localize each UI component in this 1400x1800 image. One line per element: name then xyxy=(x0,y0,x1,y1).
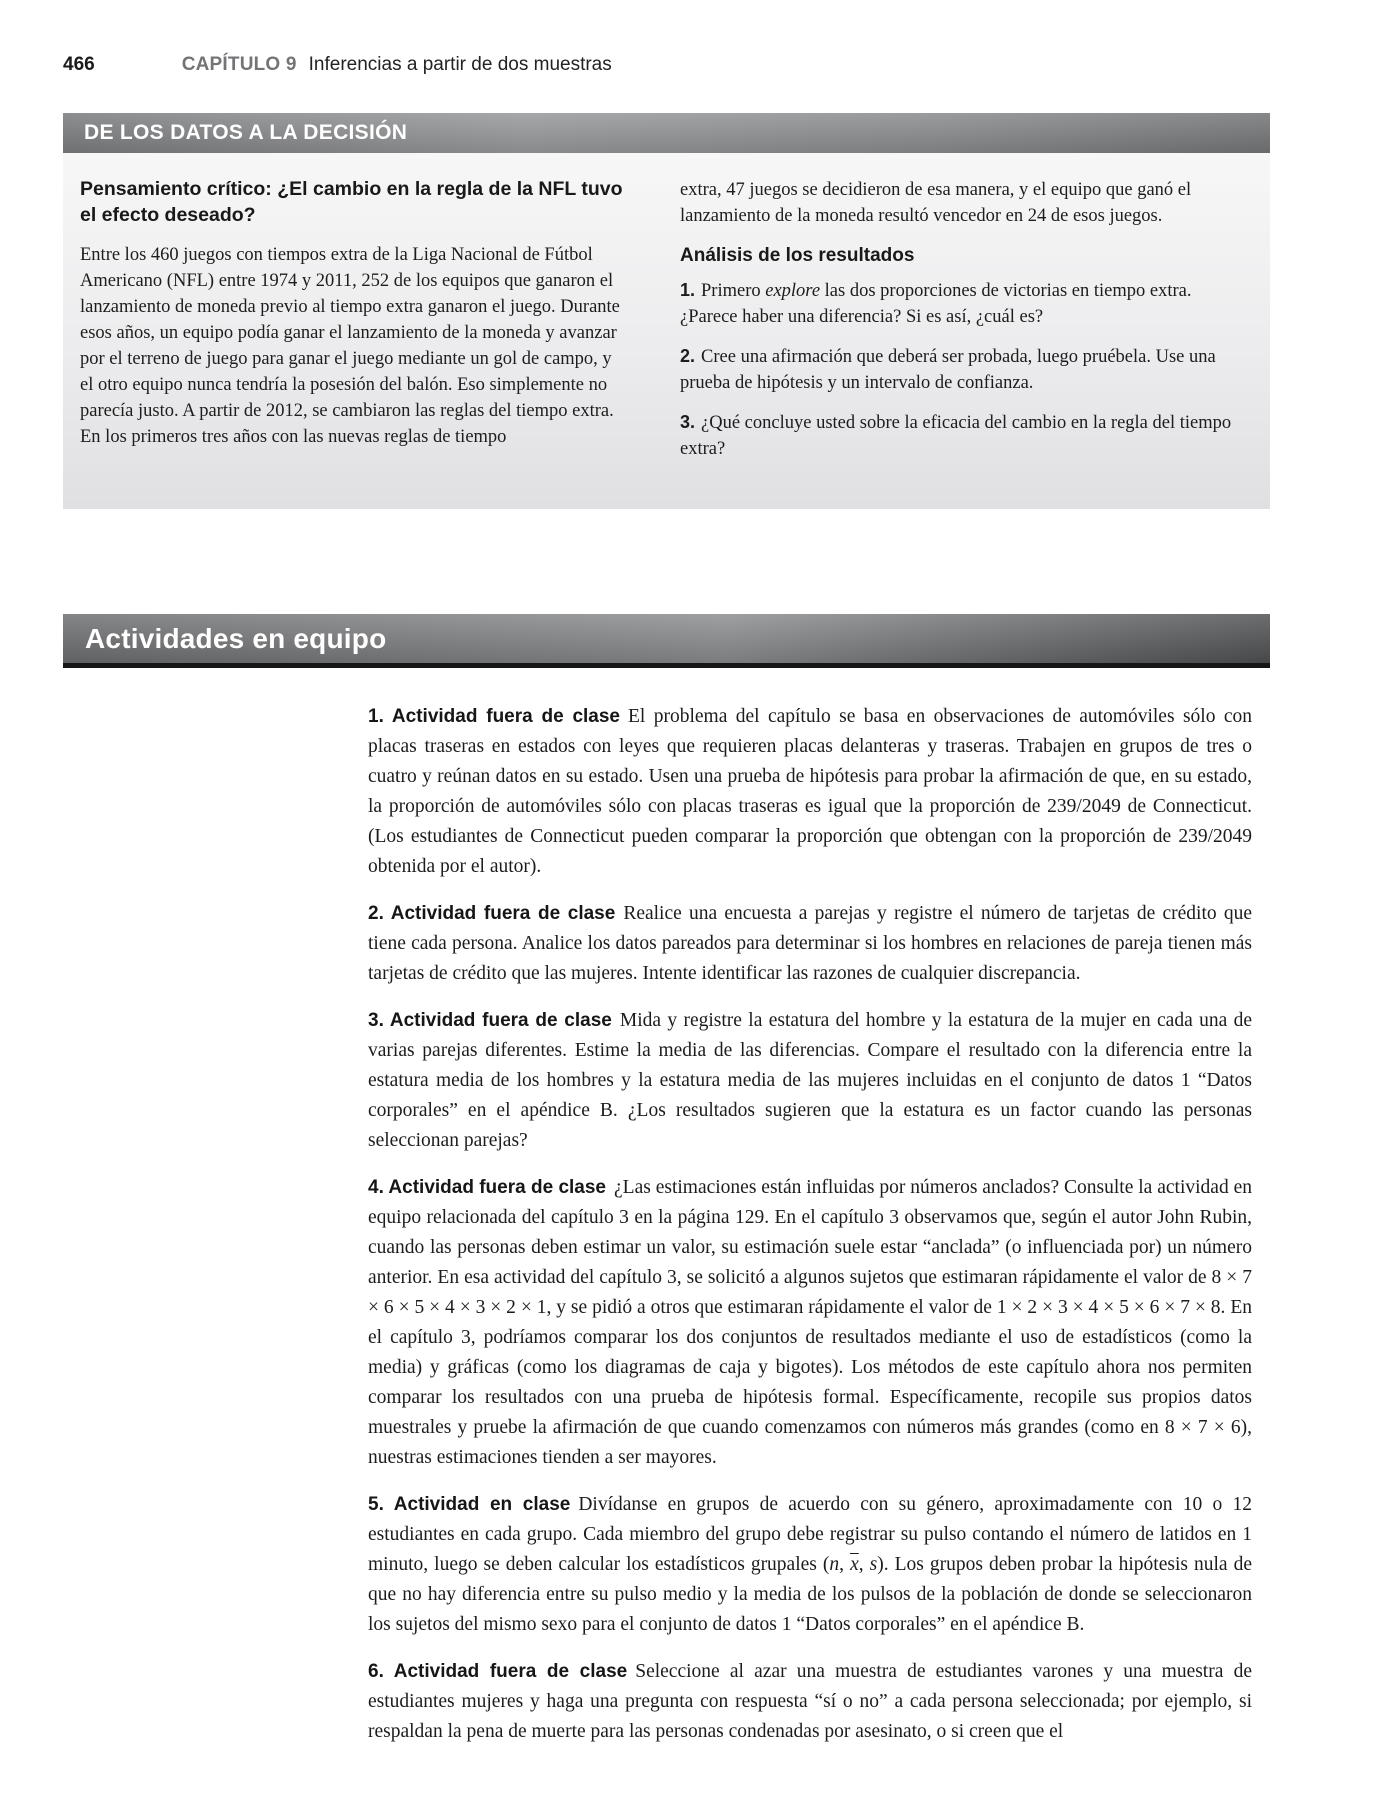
decision-left-column xyxy=(80,177,625,475)
item-number: 1. xyxy=(680,280,696,300)
page-header xyxy=(63,54,1320,76)
activities-list xyxy=(368,702,1252,1747)
activity-label: 6. Actividad fuera de clase xyxy=(368,1661,628,1682)
item-text: ¿Qué concluye usted sobre la eficacia del cambio en la regla del tiempo extra? xyxy=(680,413,1232,459)
page-number: 466 xyxy=(63,54,95,75)
activity-label: 2. Actividad fuera de clase xyxy=(368,903,616,924)
analysis-item-3 xyxy=(680,409,1240,462)
activity-1 xyxy=(368,702,1252,882)
activity-label: 1. Actividad fuera de clase xyxy=(368,706,620,727)
decision-left-paragraph: Entre los 460 juegos con tiempos extra de la Liga Nacional de Fútbol Americano (NFL) entre 1974 y 2011, 252 de los equipos que ganaron el lanzamiento de moneda previo al tiempo extra ganaron el juego. Durante esos años, un equipo podía ganar el lanzamiento de la moneda y avanzar por el terreno de juego para ganar el juego mediante un gol de campo, y el otro equipo nunca tendría la posesión del balón. Eso simplemente no parecía justo. A partir de 2012, se cambiaron las reglas del tiempo extra. En los primeros tres años con las nuevas reglas de tiempo xyxy=(80,245,620,448)
activity-text: Divídanse en grupos de acuerdo con su género, aproximadamente con 10 o 12 estudiantes en cada grupo. Cada miembro del grupo debe registrar su pulso contando el número de latidos en 1 minuto, luego se deben calcular los estadísticos grupales (n, $\overline{x}$, s). Los grupos deben probar la hipótesis nula de que no hay diferencia entre su pulso medio y la media de los pulsos de la población de donde se seleccionaron los sujetos del mismo sexo para el conjunto de datos 1 “Datos corporales” en el apéndice B. xyxy=(368,1494,1253,1635)
activity-3 xyxy=(368,1006,1252,1156)
decision-box xyxy=(63,153,1270,509)
activity-6 xyxy=(368,1657,1252,1747)
activities-banner: Actividades en equipo xyxy=(63,614,1270,668)
activity-text: Mida y registre la estatura del hombre y la estatura de la mujer en cada una de varias parejas diferentes. Estime la media de las diferencias. Compare el resultado con la diferencia entre la estatura media de los hombres y la estatura media de las mujeres incluidas en el conjunto de datos 1 “Datos corporales” en el apéndice B. ¿Los resultados sugieren que la estatura es un factor cuando las personas seleccionan parejas? xyxy=(368,1010,1252,1151)
decision-right-paragraph: extra, 47 juegos se decidieron de esa manera, y el equipo que ganó el lanzamiento de la moneda resultó vencedor en 24 de esos juegos. xyxy=(680,180,1192,226)
activity-5 xyxy=(368,1490,1252,1640)
activity-4 xyxy=(368,1173,1252,1473)
item-text: Primero explore las dos proporciones de victorias en tiempo extra. ¿Parece haber una diferencia? Si es así, ¿cuál es? xyxy=(680,281,1192,327)
decision-banner: DE LOS DATOS A LA DECISIÓN xyxy=(63,113,1270,153)
team-activities-section xyxy=(63,614,1270,1764)
item-number: 3. xyxy=(680,412,696,432)
activity-label: 3. Actividad fuera de clase xyxy=(368,1010,612,1031)
activity-text: Realice una encuesta a parejas y registre el número de tarjetas de crédito que tiene cada persona. Analice los datos pareados para determinar si los hombres en relaciones de pareja tienen más tarjetas de crédito que las mujeres. Intente identificar las razones de cualquier discrepancia. xyxy=(368,903,1252,984)
activity-text: El problema del capítulo se basa en observaciones de automóviles sólo con placas traseras en estados con leyes que requieren placas delanteras y traseras. Trabajen en grupos de tres o cuatro y reúnan datos en su estado. Usen una prueba de hipótesis para probar la afirmación de que, en su estado, la proporción de automóviles sólo con placas traseras es igual que la proporción de 239/2049 de Connecticut. (Los estudiantes de Connecticut pueden comparar la proporción que obtengan con la proporción de 239/2049 obtenida por el autor). xyxy=(368,706,1252,877)
activity-2 xyxy=(368,899,1252,989)
analysis-heading: Análisis de los resultados xyxy=(680,245,915,266)
activity-text: Seleccione al azar una muestra de estudiantes varones y una muestra de estudiantes mujeres y haga una pregunta con respuesta “sí o no” a cada persona seleccionada; por ejemplo, si respaldan la pena de muerte para las personas condenadas por asesinato, o si creen que el xyxy=(368,1661,1252,1742)
data-to-decision-section xyxy=(63,113,1270,509)
analysis-item-1 xyxy=(680,277,1240,330)
activity-text: ¿Las estimaciones están influidas por números anclados? Consulte la actividad en equipo relacionada del capítulo 3 en la página 129. En el capítulo 3 observamos que, según el autor John Rubin, cuando las personas deben estimar un valor, su estimación suele estar “anclada” (o influenciada por) un número anterior. En esa actividad del capítulo 3, se solicitó a algunos sujetos que estimaran rápidamente el valor de 8 × 7 × 6 × 5 × 4 × 3 × 2 × 1, y se pidió a otros que estimaran rápidamente el valor de 1 × 2 × 3 × 4 × 5 × 6 × 7 × 8. En el capítulo 3, podríamos comparar los dos conjuntos de resultados mediante el uso de estadísticos (como la media) y gráficas (como los diagramas de caja y bigotes). Los métodos de este capítulo ahora nos permiten comparar los resultados con una prueba de hipótesis formal. Específicamente, recopile sus propios datos muestrales y pruebe la afirmación de que cuando comenzamos con números más grandes (como en 8 × 7 × 6), nuestras estimaciones tienden a ser mayores. xyxy=(368,1177,1252,1468)
item-number: 2. xyxy=(680,346,696,366)
chapter-title: Inferencias a partir de dos muestras xyxy=(308,54,612,75)
activity-label: 5. Actividad en clase xyxy=(368,1494,571,1515)
decision-right-column xyxy=(680,177,1240,475)
item-text: Cree una afirmación que deberá ser probada, luego pruébela. Use una prueba de hipótesis y un intervalo de confianza. xyxy=(680,347,1216,393)
critical-thinking-heading: Pensamiento crítico: ¿El cambio en la regla de la NFL tuvo el efecto deseado? xyxy=(80,178,623,226)
chapter-label: CAPÍTULO 9 xyxy=(181,54,297,75)
activity-label: 4. Actividad fuera de clase xyxy=(368,1177,606,1198)
analysis-item-2 xyxy=(680,343,1240,396)
